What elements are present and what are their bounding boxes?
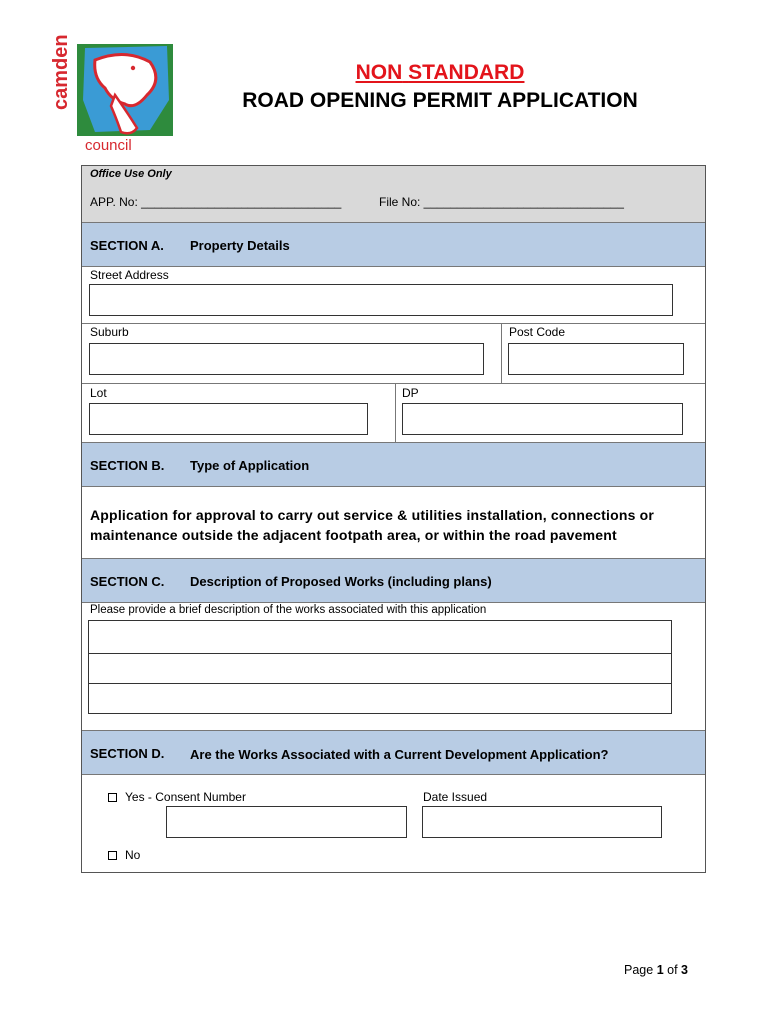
of-word: of <box>667 963 678 977</box>
consent-number-input[interactable] <box>166 806 407 838</box>
date-issued-label: Date Issued <box>423 790 488 804</box>
lot-input[interactable] <box>89 403 368 435</box>
yes-checkbox[interactable] <box>108 793 117 802</box>
section-a-number: SECTION A. <box>90 238 164 253</box>
section-d-title: Are the Works Associated with a Current Development Application? <box>190 747 609 762</box>
column-divider <box>395 384 396 442</box>
dp-input[interactable] <box>402 403 683 435</box>
description-line <box>89 683 671 684</box>
page-number <box>624 963 688 977</box>
date-issued-input[interactable] <box>422 806 662 838</box>
street-address-input[interactable] <box>89 284 673 316</box>
development-application-row <box>82 775 705 872</box>
description-line <box>89 653 671 654</box>
section-d-number: SECTION D. <box>90 746 165 761</box>
title-word-non: NON <box>355 61 403 84</box>
section-b-header <box>82 443 705 487</box>
postcode-input[interactable] <box>508 343 684 375</box>
non-standard-heading <box>190 60 690 86</box>
street-address-row <box>82 267 705 324</box>
page-word: Page <box>624 963 654 977</box>
application-type-row <box>82 487 705 559</box>
file-no-field: File No: ______________________________ <box>379 195 624 209</box>
app-no-field: APP. No: ______________________________ <box>90 195 342 209</box>
section-a-title: Property Details <box>190 238 290 253</box>
dp-label: DP <box>402 386 419 400</box>
lot-label: Lot <box>90 386 107 400</box>
lot-dp-row <box>82 384 705 443</box>
form-title: ROAD OPENING PERMIT APPLICATION <box>242 89 638 112</box>
no-option[interactable] <box>108 848 140 862</box>
office-use-section <box>82 166 705 223</box>
no-label: No <box>125 848 141 862</box>
camden-council-logo <box>50 34 185 160</box>
works-description-input[interactable] <box>88 620 672 714</box>
logo-word-council: council <box>85 137 132 154</box>
title-word-standard: STANDARD <box>408 61 525 84</box>
page-current: 1 <box>656 963 664 977</box>
yes-consent-label: Yes - Consent Number <box>125 790 246 804</box>
section-a-header <box>82 223 705 267</box>
section-c-title: Description of Proposed Works (including plans) <box>190 574 492 589</box>
street-address-label: Street Address <box>90 268 169 282</box>
section-b-title: Type of Application <box>190 458 310 473</box>
postcode-label: Post Code <box>509 325 566 339</box>
section-b-number: SECTION B. <box>90 458 165 473</box>
page-total: 3 <box>681 963 688 977</box>
application-type-text: Application for approval to carry out service & utilities installation, connections or maintenance outside the adjacent footpath area, or within the road pavement <box>90 507 655 543</box>
office-use-label: Office Use Only <box>90 168 172 180</box>
column-divider <box>501 324 502 383</box>
permit-application-form <box>81 165 706 873</box>
suburb-input[interactable] <box>89 343 484 375</box>
logo-word-camden: camden <box>50 34 72 110</box>
works-description-hint: Please provide a brief description of the works associated with this application <box>90 604 487 616</box>
form-title-block <box>190 60 690 115</box>
section-d-header <box>82 731 705 775</box>
section-c-header <box>82 559 705 603</box>
suburb-postcode-row <box>82 324 705 384</box>
yes-option[interactable] <box>108 790 246 804</box>
section-c-number: SECTION C. <box>90 574 165 589</box>
works-description-row <box>82 603 705 731</box>
no-checkbox[interactable] <box>108 851 117 860</box>
suburb-label: Suburb <box>90 325 129 339</box>
